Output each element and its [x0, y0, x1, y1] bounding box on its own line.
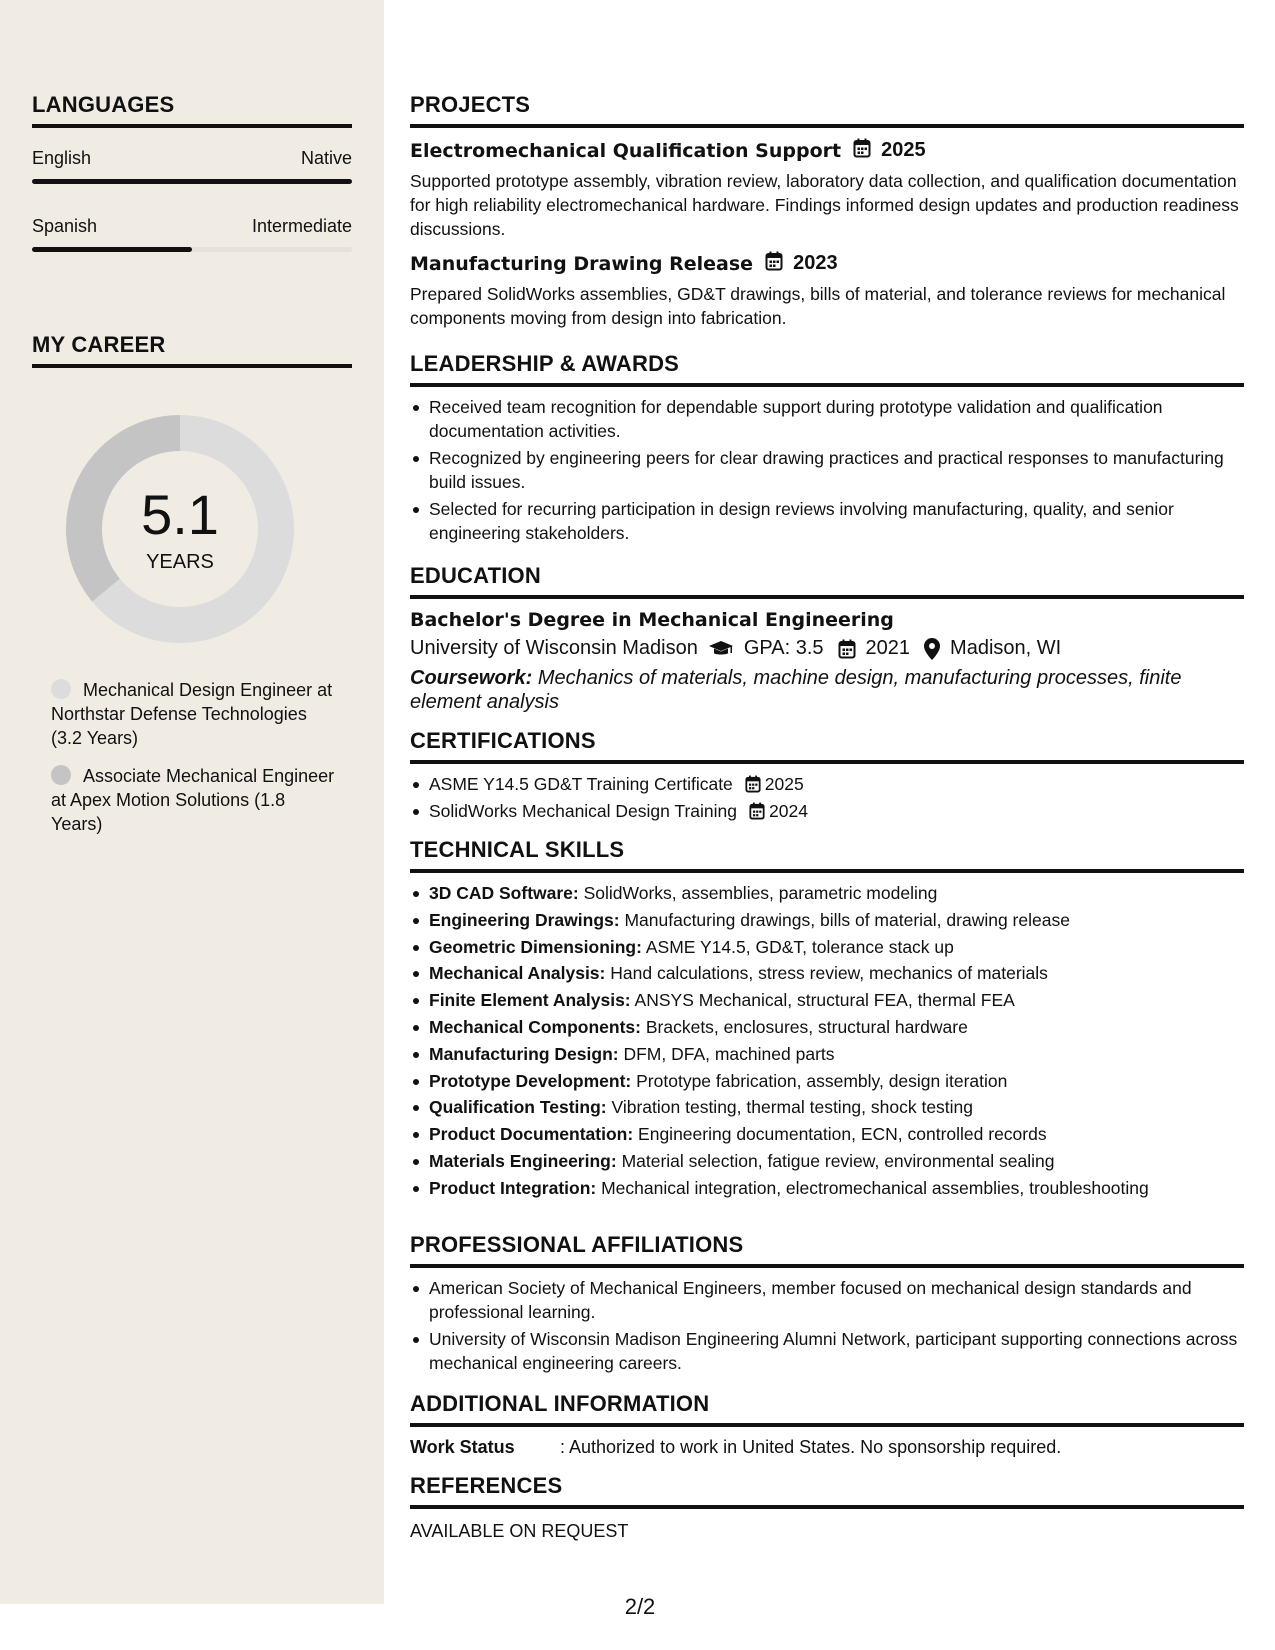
- skill-label: Product Documentation:: [429, 1124, 634, 1145]
- section-rule: [410, 760, 1244, 764]
- project-description: Prepared SolidWorks assemblies, GD&T drawings, bills of material, and tolerance reviews for mechanical components moving from design into fabrication.: [410, 284, 1226, 328]
- career-total-years: 5.1: [141, 483, 219, 546]
- leadership-title: LEADERSHIP & AWARDS: [410, 351, 680, 376]
- list-item: [410, 799, 1244, 823]
- projects-section: [410, 92, 1244, 330]
- list-item: Received team recognition for dependable support during prototype validation and qualification documentation activities.: [410, 395, 1244, 443]
- career-title: MY CAREER: [32, 332, 166, 357]
- skill-label: Mechanical Analysis:: [429, 963, 606, 984]
- skill-item: [410, 881, 1244, 905]
- section-rule: [410, 1505, 1244, 1509]
- school-location: Madison, WI: [950, 637, 1062, 659]
- language-proficiency-fill: [32, 179, 352, 184]
- project-name: Manufacturing Drawing Release: [410, 252, 754, 275]
- language-level: Native: [300, 148, 352, 168]
- skill-item: [410, 935, 1244, 959]
- skill-label: 3D CAD Software:: [429, 883, 579, 903]
- skill-item: [410, 1015, 1244, 1039]
- skill-item: [410, 1069, 1244, 1093]
- career-legend-label: Mechanical Design Engineer at Northstar Defense Technologies (3.2 Years): [51, 680, 333, 748]
- skill-item: [410, 988, 1244, 1012]
- certification-name: ASME Y14.5 GD&T Training Certificate: [429, 774, 733, 794]
- career-donut-chart: [66, 415, 294, 643]
- section-rule: [32, 364, 352, 368]
- project-item: [410, 251, 1244, 330]
- skill-item: [410, 1122, 1244, 1146]
- page-number: 2/2: [624, 1594, 656, 1619]
- skill-value: Prototype fabrication, assembly, design iteration: [636, 1070, 1008, 1091]
- skill-value: ASME Y14.5, GD&T, tolerance stack up: [645, 936, 954, 957]
- calendar-icon: [749, 802, 765, 820]
- language-level: Intermediate: [251, 216, 352, 236]
- skills-title: TECHNICAL SKILLS: [410, 837, 625, 862]
- affiliations-section: [410, 1232, 1244, 1378]
- skill-value: Engineering documentation, ECN, controlled records: [638, 1124, 1047, 1145]
- coursework-label: Coursework:: [410, 667, 533, 689]
- project-year: 2023: [793, 252, 838, 274]
- skill-item: [410, 908, 1244, 932]
- project-year: 2025: [881, 139, 926, 161]
- projects-title: PROJECTS: [410, 92, 531, 117]
- project-description: Supported prototype assembly, vibration review, laboratory data collection, and qualification documentation for high reliability electromechanical hardware. Findings informed design updates and production readiness discussions.: [410, 171, 1239, 239]
- skill-value: Mechanical integration, electromechanical assemblies, troubleshooting: [601, 1177, 1149, 1198]
- references-section: [410, 1473, 1244, 1542]
- language-name: English: [32, 148, 92, 168]
- language-proficiency-bar: [32, 247, 352, 252]
- skill-value: Vibration testing, thermal testing, shock testing: [611, 1097, 974, 1118]
- additional-info-section: [410, 1391, 1244, 1458]
- skill-label: Qualification Testing:: [429, 1097, 607, 1118]
- degree-name: Bachelor's Degree in Mechanical Engineering: [410, 609, 894, 631]
- skill-label: Product Integration:: [429, 1177, 597, 1198]
- skill-label: Engineering Drawings:: [429, 909, 620, 930]
- career-legend-item: [51, 678, 341, 750]
- career-legend: [51, 678, 341, 850]
- work-status-value: : Authorized to work in United States. No sponsorship required.: [560, 1437, 1062, 1457]
- language-proficiency-bar: [32, 179, 352, 184]
- list-item: University of Wisconsin Madison Engineering Alumni Network, participant supporting connections across mechanical engineering careers.: [410, 1327, 1244, 1375]
- graduation-cap-icon: [708, 640, 734, 658]
- skill-label: Materials Engineering:: [429, 1150, 617, 1171]
- work-status-label: Work Status: [410, 1437, 515, 1457]
- skill-item: [410, 1042, 1244, 1066]
- affiliations-title: PROFESSIONAL AFFILIATIONS: [410, 1232, 744, 1257]
- certifications-section: [410, 728, 1244, 826]
- skill-value: SolidWorks, assemblies, parametric modeling: [583, 883, 938, 903]
- section-rule: [32, 124, 352, 128]
- language-proficiency-fill: [32, 247, 192, 252]
- skill-value: Material selection, fatigue review, environmental sealing: [621, 1150, 1055, 1171]
- skill-value: Manufacturing drawings, bills of material, drawing release: [624, 909, 1070, 930]
- certification-year: 2025: [764, 774, 804, 794]
- list-item: [410, 772, 1244, 796]
- career-section: [32, 332, 352, 368]
- section-rule: [410, 383, 1244, 387]
- skill-item: [410, 1176, 1244, 1200]
- legend-dot: [51, 679, 71, 699]
- certifications-title: CERTIFICATIONS: [410, 728, 596, 753]
- skill-label: Mechanical Components:: [429, 1016, 641, 1037]
- school-name: University of Wisconsin Madison: [410, 637, 698, 659]
- calendar-icon: [745, 775, 761, 793]
- skill-value: ANSYS Mechanical, structural FEA, thermal FEA: [634, 990, 1015, 1011]
- list-item: Recognized by engineering peers for clear drawing practices and practical responses to manufacturing build issues.: [410, 446, 1244, 494]
- project-name: Electromechanical Qualification Support: [410, 139, 842, 162]
- section-rule: [410, 124, 1244, 128]
- section-rule: [410, 1423, 1244, 1427]
- calendar-icon: [853, 138, 871, 163]
- additional-title: ADDITIONAL INFORMATION: [410, 1391, 710, 1416]
- skill-value: DFM, DFA, machined parts: [623, 1043, 835, 1064]
- technical-skills-section: [410, 837, 1244, 1203]
- gpa: GPA: 3.5: [743, 637, 824, 659]
- certification-name: SolidWorks Mechanical Design Training: [429, 801, 738, 821]
- skill-item: [410, 1149, 1244, 1173]
- list-item: American Society of Mechanical Engineers, member focused on mechanical design standards and professional learning.: [410, 1276, 1244, 1324]
- sidebar: [0, 0, 384, 1604]
- language-item: [32, 216, 352, 252]
- list-item: Selected for recurring participation in design reviews involving manufacturing, quality, and senior engineering stakeholders.: [410, 497, 1244, 545]
- skill-item: [410, 1095, 1244, 1119]
- career-legend-label: Associate Mechanical Engineer at Apex Motion Solutions (1.8 Years): [51, 766, 335, 834]
- education-section: [410, 563, 1244, 714]
- skills-list: [410, 881, 1244, 1200]
- education-title: EDUCATION: [410, 563, 541, 588]
- references-text: AVAILABLE ON REQUEST: [410, 1521, 629, 1541]
- calendar-icon: [838, 639, 856, 659]
- leadership-section: [410, 351, 1244, 548]
- calendar-icon: [765, 251, 783, 276]
- legend-dot: [51, 765, 71, 785]
- language-item: [32, 148, 352, 184]
- career-years-unit: YEARS: [146, 551, 214, 573]
- skill-label: Prototype Development:: [429, 1070, 632, 1091]
- skill-value: Brackets, enclosures, structural hardware: [645, 1016, 968, 1037]
- location-pin-icon: [924, 638, 940, 660]
- skill-label: Manufacturing Design:: [429, 1043, 619, 1064]
- section-rule: [410, 595, 1244, 599]
- language-name: Spanish: [32, 216, 98, 236]
- skill-item: [410, 961, 1244, 985]
- section-rule: [410, 1264, 1244, 1268]
- coursework: [410, 666, 1244, 714]
- skill-value: Hand calculations, stress review, mechanics of materials: [610, 963, 1048, 984]
- skill-label: Finite Element Analysis:: [429, 990, 631, 1011]
- coursework-text: Mechanics of materials, machine design, manufacturing processes, finite element analysis: [410, 667, 1182, 713]
- project-item: [410, 138, 1244, 241]
- languages-section: [32, 92, 352, 252]
- skill-label: Geometric Dimensioning:: [429, 936, 642, 957]
- references-title: REFERENCES: [410, 1473, 563, 1498]
- certification-year: 2024: [769, 801, 808, 821]
- section-rule: [410, 869, 1244, 873]
- career-legend-item: [51, 764, 341, 836]
- languages-title: LANGUAGES: [32, 92, 175, 117]
- graduation-year: 2021: [865, 637, 911, 659]
